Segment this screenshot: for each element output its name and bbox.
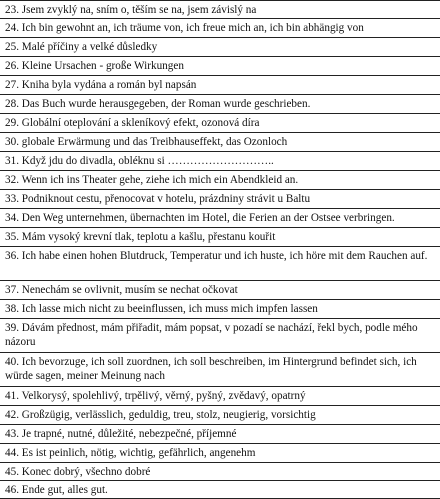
list-item-35: 35. Mám vysoký krevní tlak, teplotu a kašlu, přestanu kouřit (0, 228, 440, 247)
list-item-40: 40. Ich bevorzuge, ich soll zuordnen, ich soll beschreiben, im Hintergrund befindet sich, ich würde sagen, meiner Meinung nach (0, 353, 440, 387)
list-item-39: 39. Dávám přednost, mám přiřadit, mám popsat, v pozadí se nachází, řekl bych, podle mého názoru (0, 319, 440, 353)
list-item-34: 34. Den Weg unternehmen, übernachten im Hotel, die Ferien an der Ostsee verbringen. (0, 209, 440, 228)
list-item-25: 25. Malé příčiny a velké důsledky (0, 38, 440, 57)
list-item-24: 24. Ich bin gewohnt an, ich träume von, ich freue mich an, ich bin abhängig von (0, 19, 440, 38)
list-item-29: 29. Globální oteplování a skleníkový efekt, ozonová díra (0, 114, 440, 133)
list-item-36: 36. Ich habe einen hohen Blutdruck, Temperatur und ich huste, ich höre mit dem Rauchen auf. (0, 247, 440, 281)
list-item-33: 33. Podniknout cestu, přenocovat v hotelu, prázdniny strávit u Baltu (0, 190, 440, 209)
list-item-37: 37. Nenechám se ovlivnit, musím se nechat očkovat (0, 281, 440, 300)
list-item-27: 27. Kniha byla vydána a román byl napsán (0, 76, 440, 95)
list-item-32: 32. Wenn ich ins Theater gehe, ziehe ich mich ein Abendkleid an. (0, 171, 440, 190)
list-item-42: 42. Großzügig, verlässlich, geduldig, treu, stolz, neugierig, vorsichtig (0, 406, 440, 425)
list-item-23: 23. Jsem zvyklý na, sním o, těším se na, jsem závislý na (0, 0, 440, 19)
list-item-28: 28. Das Buch wurde herausgegeben, der Roman wurde geschrieben. (0, 95, 440, 114)
list-item-41: 41. Velkorysý, spolehlivý, trpělivý, věrný, pyšný, zvědavý, opatrný (0, 387, 440, 406)
list-item-45: 45. Konec dobrý, všechno dobré (0, 463, 440, 481)
list-item-43: 43. Je trapné, nutné, důležité, nebezpečné, příjemné (0, 425, 440, 444)
list-item-30: 30. globale Erwärmung und das Treibhauseffekt, das Ozonloch (0, 133, 440, 152)
list-item-46: 46. Ende gut, alles gut. (0, 481, 440, 499)
list-item-31: 31. Když jdu do divadla, obléknu si ……………………….. (0, 152, 440, 171)
list-item-44: 44. Es ist peinlich, nötig, wichtig, gefährlich, angenehm (0, 444, 440, 463)
list-item-26: 26. Kleine Ursachen - große Wirkungen (0, 57, 440, 76)
list-item-38: 38. Ich lasse mich nicht zu beeinflussen, ich muss mich impfen lassen (0, 300, 440, 319)
